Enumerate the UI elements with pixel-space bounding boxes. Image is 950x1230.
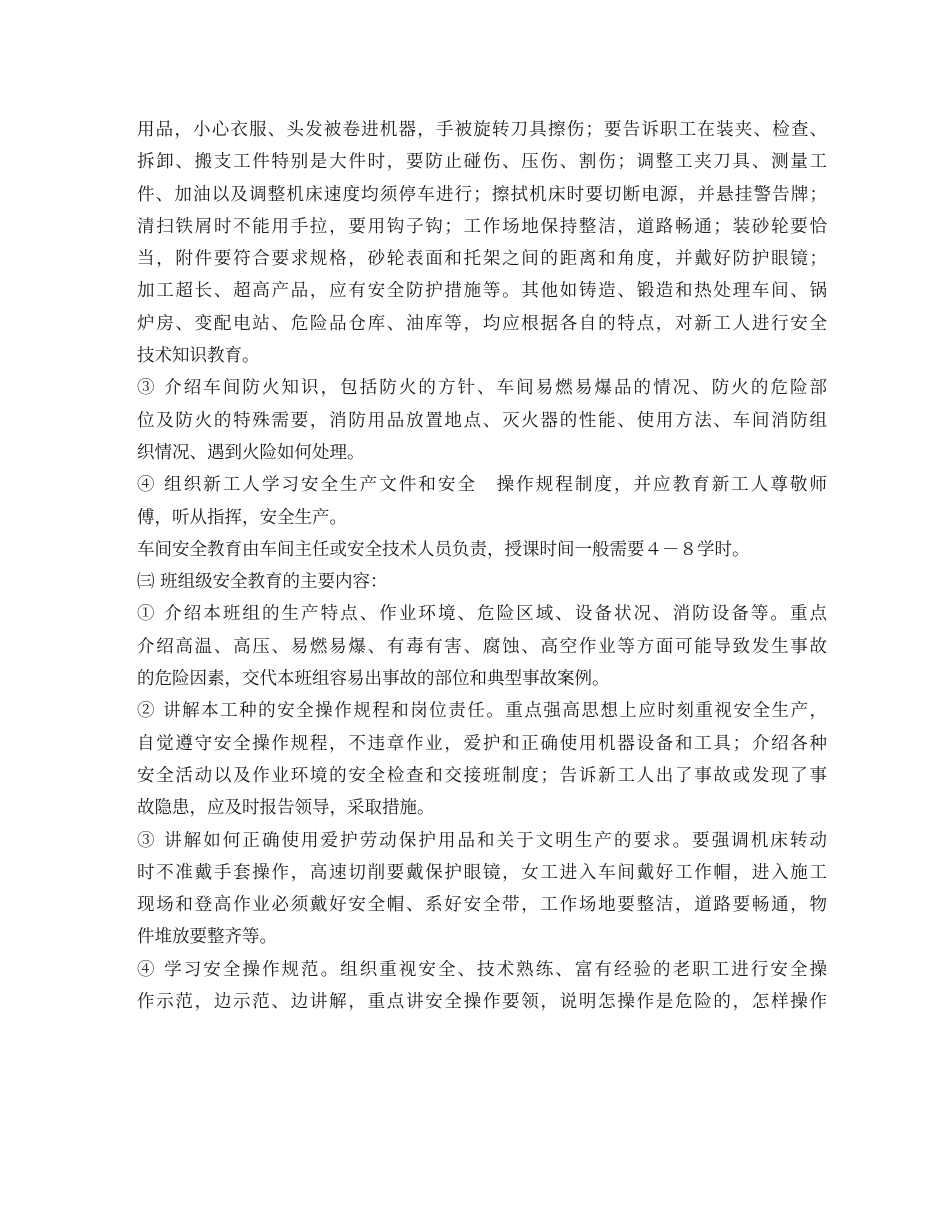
text-line: 的危险因素，交代本班组容易出事故的部位和典型事故案例。 <box>137 669 610 690</box>
text-line: 当，附件要符合要求规格，砂轮表面和托架之间的距离和角度，并戴好防护眼镜； <box>137 249 827 270</box>
text-line: 现场和登高作业必须戴好安全帽、系好安全带，工作场地要整洁，道路要畅通，物 <box>137 895 827 916</box>
body-text <box>137 114 827 1018</box>
text-line: 安全活动以及作业环境的安全检查和交接班制度；告诉新工人出了事故或发现了事 <box>137 765 827 786</box>
text-line: ③ 介绍车间防火知识，包括防火的方针、车间易燃易爆品的情况、防火的危险部 <box>137 378 827 399</box>
text-line: 位及防火的特殊需要，消防用品放置地点、灭火器的性能、使用方法、车间消防组 <box>137 410 827 431</box>
text-line: 清扫铁屑时不能用手拉，要用钩子钩；工作场地保持整洁，道路畅通；装砂轮要恰 <box>137 216 827 237</box>
text-line: 件堆放要整齐等。 <box>137 927 277 948</box>
text-line: 技术知识教育。 <box>137 346 260 367</box>
text-line: ④ 组织新工人学习安全生产文件和安全 操作规程制度，并应教育新工人尊敬师 <box>137 475 827 496</box>
text-line: 傅，听从指挥，安全生产。 <box>137 507 347 528</box>
text-line: 织情况、遇到火险如何处理。 <box>137 442 365 463</box>
text-line: 介绍高温、高压、易燃易爆、有毒有害、腐蚀、高空作业等方面可能导致发生事故 <box>137 636 827 657</box>
text-line: 拆卸、搬支工件特别是大件时，要防止碰伤、压伤、割伤；调整工夹刀具、测量工 <box>137 152 827 173</box>
text-line: 自觉遵守安全操作规程，不违章作业，爱护和正确使用机器设备和工具；介绍各种 <box>137 733 827 754</box>
text-line: 作示范，边示范、边讲解，重点讲安全操作要领，说明怎操作是危险的，怎样操作 <box>137 992 827 1013</box>
text-line: 炉房、变配电站、危险品仓库、油库等，均应根据各自的特点，对新工人进行安全 <box>137 313 827 334</box>
text-line: ④ 学习安全操作规范。组织重视安全、技术熟练、富有经验的老职工进行安全操 <box>137 959 827 980</box>
text-line: ② 讲解本工种的安全操作规程和岗位责任。重点强高思想上应时刻重视安全生产， <box>137 701 827 722</box>
text-line: 车间安全教育由车间主任或安全技术人员负责，授课时间一般需要４－８学时。 <box>137 539 750 560</box>
text-line: 故隐患，应及时报告领导，采取措施。 <box>137 798 435 819</box>
text-line: ① 介绍本班组的生产特点、作业环境、危险区域、设备状况、消防设备等。重点 <box>137 604 827 625</box>
text-line: 件、加油以及调整机床速度均须停车进行；擦拭机床时要切断电源，并悬挂警告牌； <box>137 184 827 205</box>
text-line: ㈢ 班组级安全教育的主要内容： <box>137 572 388 593</box>
text-line: 用品，小心衣服、头发被卷进机器，手被旋转刀具擦伤；要告诉职工在装夹、检查、 <box>137 120 827 140</box>
text-line: 加工超长、超高产品，应有安全防护措施等。其他如铸造、锻造和热处理车间、锅 <box>137 281 827 302</box>
text-line: 时不准戴手套操作，高速切削要戴保护眼镜，女工进入车间戴好工作帽，进入施工 <box>137 862 827 883</box>
text-line: ③ 讲解如何正确使用爱护劳动保护用品和关于文明生产的要求。要强调机床转动 <box>137 830 827 851</box>
